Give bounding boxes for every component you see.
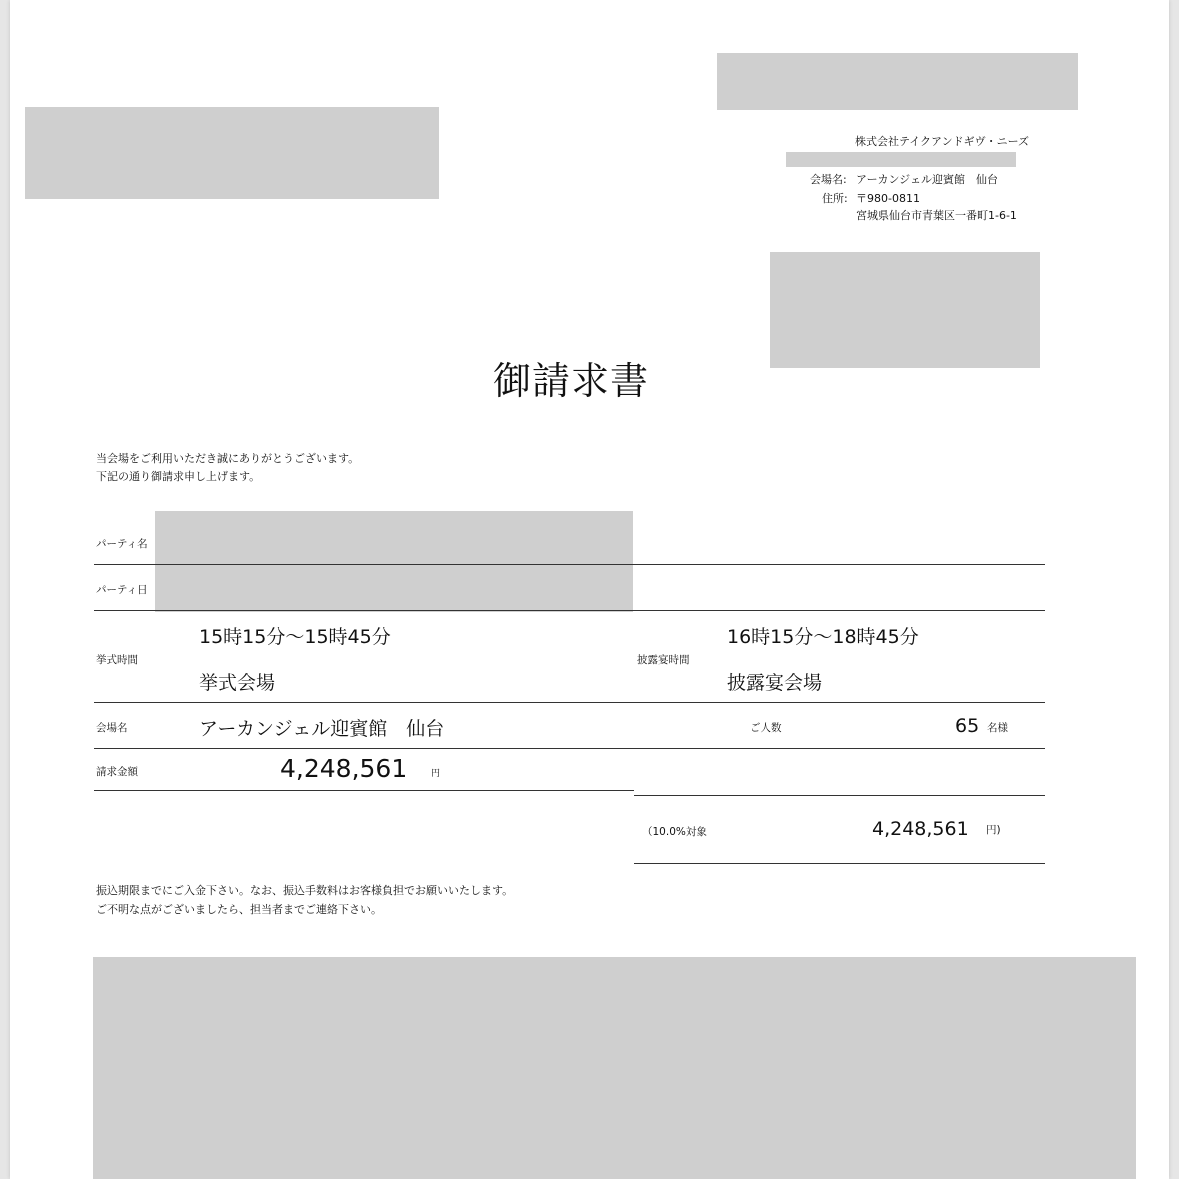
divider <box>94 610 1045 611</box>
issuer-address: 宮城県仙台市青葉区一番町1-6-1 <box>856 209 1017 222</box>
tax-label: （10.0%対象 <box>642 826 707 838</box>
venue-name-label: 会場名 <box>96 722 128 734</box>
amount-value: 4,248,561 <box>280 754 408 783</box>
issuer-venue-label: 会場名: <box>810 173 847 186</box>
amount-label: 請求金額 <box>96 766 138 778</box>
venue-name: アーカンジェル迎賓館 仙台 <box>199 718 445 740</box>
amount-unit: 円 <box>431 769 441 779</box>
document-title: 御請求書 <box>493 359 650 403</box>
tax-top-border <box>634 795 1045 796</box>
redacted-bottom-section <box>93 957 1136 1179</box>
tax-value: 4,248,561 <box>872 818 969 840</box>
issuer-postal: 〒980-0811 <box>856 192 920 205</box>
divider <box>94 564 1045 565</box>
guests-label: ご人数 <box>750 722 782 734</box>
issuer-address-label: 住所: <box>822 192 848 205</box>
redacted-seal <box>770 252 1040 368</box>
tax-bottom-border <box>634 863 1045 864</box>
guests-unit: 名様 <box>987 722 1008 734</box>
party-date-label: パーティ日 <box>96 584 148 596</box>
issuer-company: 株式会社テイクアンドギヴ・ニーズ <box>855 135 1030 148</box>
ceremony-time-label: 挙式時間 <box>96 654 138 666</box>
redacted-header-block <box>717 53 1078 110</box>
invoice-page <box>10 0 1169 1179</box>
party-name-label: パーティ名 <box>96 538 148 550</box>
divider <box>94 790 634 791</box>
notes-line-1: 振込期限までにご入金下さい。なお、振込手数料はお客様負担でお願いいたします。 <box>96 884 514 897</box>
reception-venue: 披露宴会場 <box>727 672 823 694</box>
reception-time: 16時15分～18時45分 <box>727 626 919 648</box>
ceremony-venue: 挙式会場 <box>199 672 276 694</box>
reception-time-label: 披露宴時間 <box>637 654 690 666</box>
intro-line-1: 当会場をご利用いただき誠にありがとうございます。 <box>96 452 360 465</box>
ceremony-time: 15時15分～15時45分 <box>199 626 391 648</box>
divider <box>94 748 1045 749</box>
redacted-party-info <box>155 511 633 612</box>
notes-line-2: ご不明な点がございましたら、担当者までご連絡下さい。 <box>96 903 382 916</box>
redacted-recipient <box>25 107 439 199</box>
intro-line-2: 下記の通り御請求申し上げます。 <box>96 470 261 483</box>
divider <box>94 702 1045 703</box>
tax-unit: 円) <box>986 824 1001 836</box>
redacted-issuer-line <box>786 152 1016 167</box>
issuer-venue-value: アーカンジェル迎賓館 仙台 <box>856 173 998 186</box>
guests-value: 65 <box>955 715 980 737</box>
